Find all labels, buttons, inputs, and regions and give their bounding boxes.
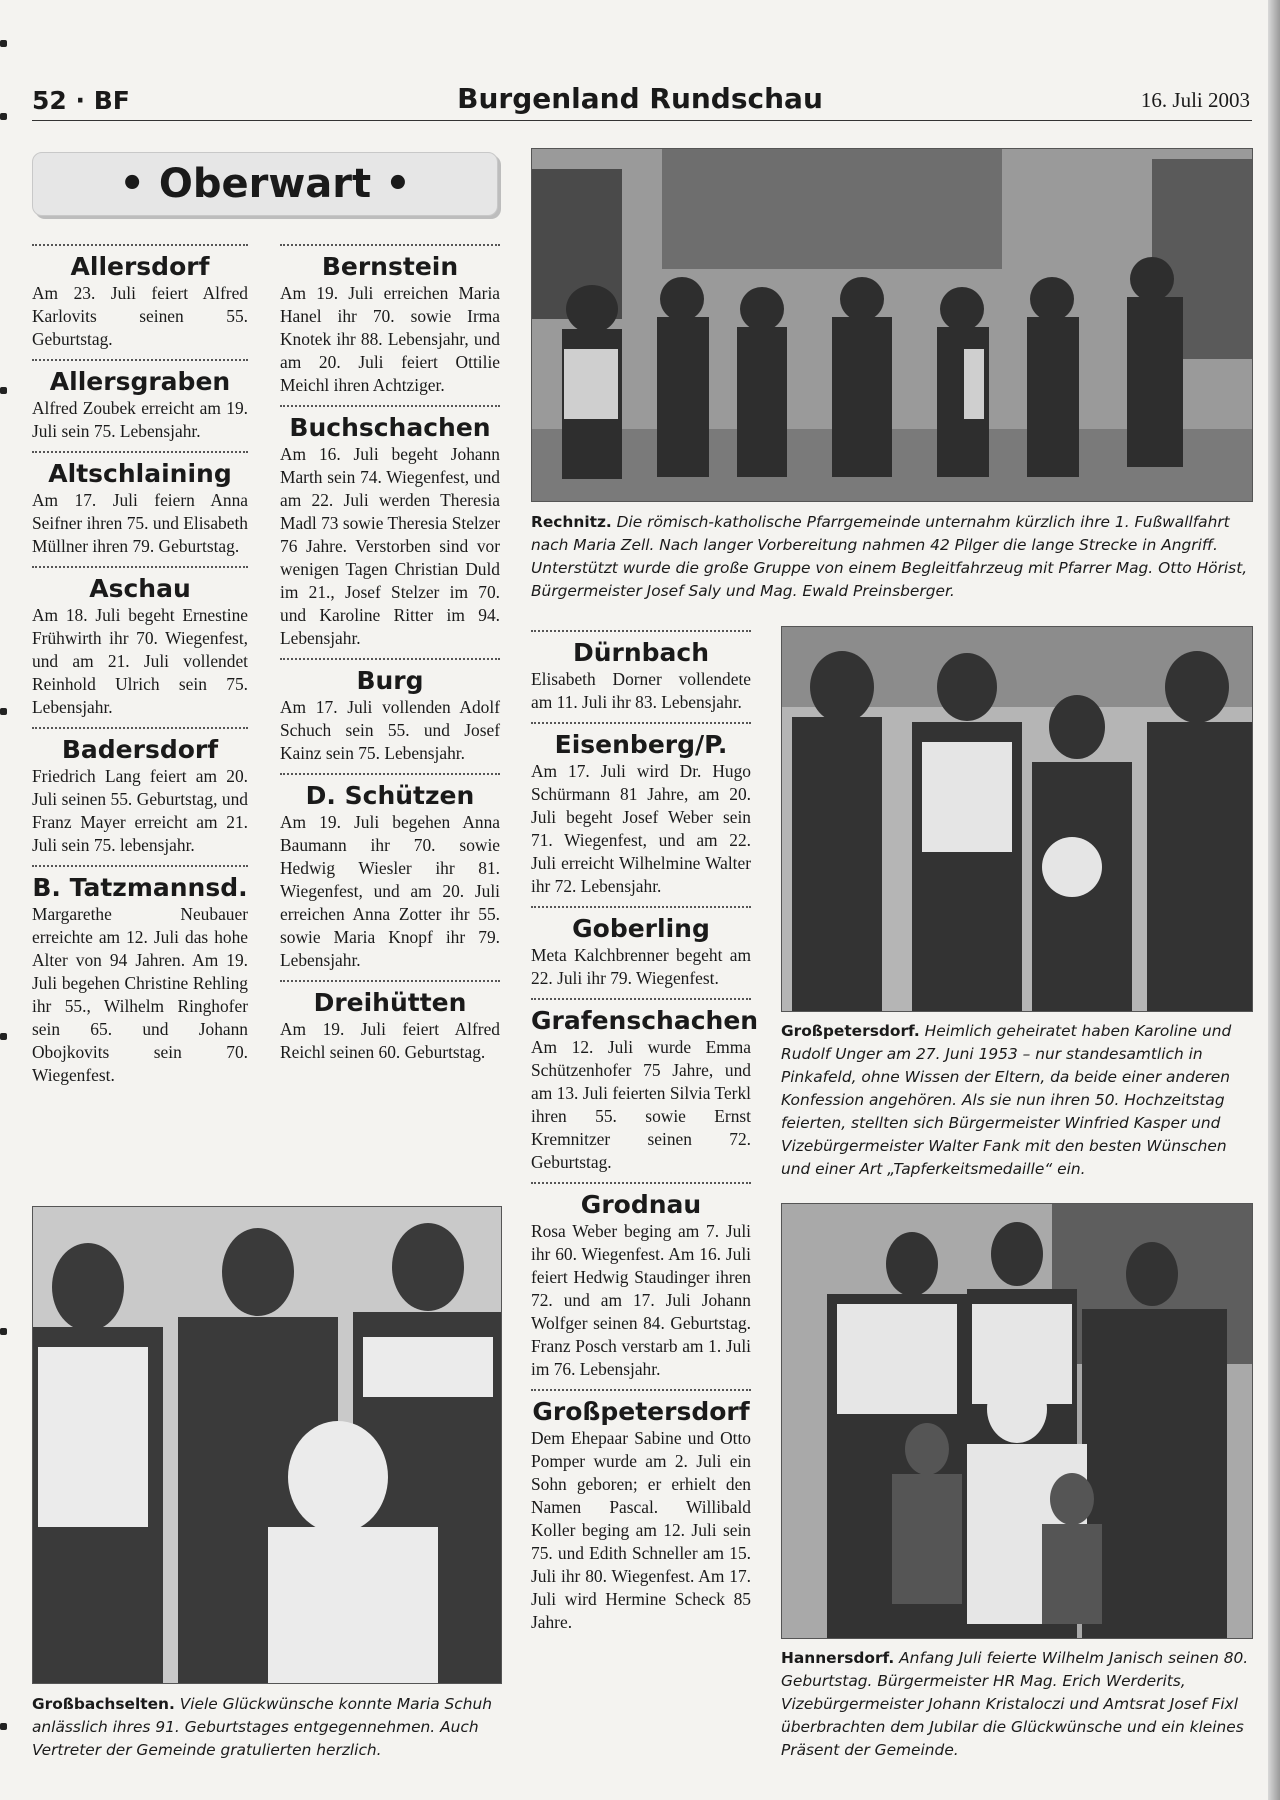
dotted-separator [280,773,500,775]
news-text: Margarethe Neubauer erreichte am 12. Juli das hohe Alter von 94 Jahren. Am 19. Juli begehen Christine Rehling ihr 55., Wilhelm Ringhofer sein 65. und Johann Obojkovits sein 70. Wiegenfest. [32,904,248,1085]
dotted-separator [32,566,248,568]
dotted-separator [531,1182,751,1184]
news-text: Am 17. Juli vollenden Adolf Schuch sein 55. und Josef Kainz sein 75. Lebensjahr. [280,697,500,763]
caption-text: Viele Glückwünsche konnte Maria Schuh anlässlich ihres 91. Geburtstages entgegennehmen. Auch Vertreter der Gemeinde gratulierten herzlich. [32,1695,493,1759]
news-item [531,1182,751,1381]
news-item [32,566,248,719]
issue-date: 16. Juli 2003 [1140,88,1250,112]
binding-mark [0,1723,7,1730]
news-item [280,405,500,650]
dotted-separator [280,244,500,246]
place-heading: B. Tatzmannsd. [32,873,248,902]
photo-grosspetersdorf-couple [781,626,1253,1012]
news-item [280,244,500,397]
place-heading: D. Schützen [305,781,475,810]
caption-text: Die römisch-katholische Pfarrgemeinde unternahm kürzlich ihre 1. Fußwallfahrt nach Maria Zell. Nach langer Vorbereitung nahmen 42 Pilger die lange Strecke in Angriff. Unterstützt wurde die große Gruppe von einem Begleitfahrzeug mit Pfarrer Mag. Otto Hörist, Bürgermeister Josef Saly und Mag. Ewald Preinsberger. [531,513,1248,600]
news-item [32,727,248,857]
news-text: Am 17. Juli wird Dr. Hugo Schürmann 81 Jahre, am 20. Juli begeht Josef Weber sein 71. Wiegenfest, und am 22. Juli erreicht Wilhelmine Walter ihr 72. Lebensjahr. [531,761,751,896]
dotted-separator [280,980,500,982]
caption-place: Rechnitz. [531,513,612,531]
news-text: Am 19. Juli feiert Alfred Reichl seinen 60. Geburtstag. [280,1019,500,1062]
dotted-separator [280,405,500,407]
news-text: Am 19. Juli erreichen Maria Hanel ihr 70. sowie Irma Knotek ihr 88. Lebensjahr, und am 20. Juli feiert Ottilie Meichl ihren Achtziger. [280,283,500,395]
caption-text: Anfang Juli feierte Wilhelm Janisch seinen 80. Geburtstag. Bürgermeister HR Mag. Erich Werderits, Vizebürgermeister Johann Kristaloczi und Amtsrat Josef Fixl überbrachten dem Jubilar die Glückwünsche und ein kleines Präsent der Gemeinde. [781,1649,1249,1759]
caption-place: Großpetersdorf. [781,1022,920,1040]
dotted-separator [280,658,500,660]
news-item [32,451,248,558]
dotted-separator [531,630,751,632]
news-text: Alfred Zoubek erreicht am 19. Juli sein 75. Lebensjahr. [32,398,248,441]
place-heading: Grodnau [580,1190,702,1219]
page-edge-shadow [1268,0,1280,1800]
caption-grosspetersdorf [781,1020,1251,1181]
place-heading: Buchschachen [289,413,491,442]
dotted-separator [531,722,751,724]
news-item [280,658,500,765]
news-item [32,244,248,351]
column-3 [531,630,759,1642]
news-text: Am 17. Juli feiern Anna Seifner ihren 75. und Elisabeth Müllner ihren 79. Geburtstag. [32,490,248,556]
place-heading: Großpetersdorf [532,1397,750,1426]
binding-mark [0,1033,7,1040]
place-heading: Allersgraben [49,367,231,396]
news-item [280,980,500,1064]
header-rule [32,120,1252,121]
news-item [32,359,248,443]
binding-mark [0,708,7,715]
dotted-separator [32,451,248,453]
binding-mark [0,113,7,120]
dotted-separator [531,1389,751,1391]
caption-place: Hannersdorf. [781,1649,895,1667]
place-heading: Burg [356,666,424,695]
section-banner: • Oberwart • [32,152,498,216]
binding-mark [0,40,7,47]
place-heading: Aschau [89,574,191,603]
binding-mark [0,1328,7,1335]
place-heading: Dürnbach [572,638,710,667]
column-2 [280,244,500,1072]
news-text: Friedrich Lang feiert am 20. Juli seinen 55. Geburtstag, und Franz Mayer erreicht am 21. Juli sein 75. lebensjahr. [32,766,248,855]
place-heading: Altschlaining [48,459,232,488]
dotted-separator [32,244,248,246]
news-text: Am 19. Juli begehen Anna Baumann ihr 70. sowie Hedwig Wiesler ihr 81. Wiegenfest, und am 20. Juli erreichen Anna Zotter ihr 55. sowie Maria Knopf ihr 79. Lebensjahr. [280,812,500,970]
news-text: Am 18. Juli begeht Ernestine Frühwirth ihr 70. Wiegenfest, und am 21. Juli vollendet Reinhold Ulrich sein 75. Lebensjahr. [32,605,248,717]
dotted-separator [32,359,248,361]
page-number: 52 · BF [32,86,130,115]
column-1 [32,244,248,1095]
caption-rechnitz [531,511,1251,603]
dotted-separator [32,727,248,729]
photo-grossbachselten [32,1206,502,1684]
news-text: Am 12. Juli wurde Emma Schützenhofer 75 Jahre, und am 13. Juli feierten Silvia Terkl ihren 55. sowie Ernst Kremnitzer seinen 72. Geburtstag. [531,1037,751,1172]
caption-grossbachselten [32,1693,500,1762]
news-item [280,773,500,972]
place-heading: Dreihütten [313,988,467,1017]
news-text: Am 23. Juli feiert Alfred Karlovits seinen 55. Geburtstag. [32,283,248,349]
dotted-separator [531,998,751,1000]
news-text: Elisabeth Dorner vollendete am 11. Juli ihr 83. Lebensjahr. [531,669,751,712]
news-item [531,1389,751,1634]
news-item [531,906,751,990]
news-item [531,998,759,1174]
news-text: Am 16. Juli begeht Johann Marth sein 74. Wiegenfest, und am 22. Juli werden Theresia Madl 73 sowie Theresia Stelzer 76 Jahre. Verstorben sind vor wenigen Tagen Christian Duld im 21., Josef Stelzer im 70. und Karoline Ritter im 94. Lebensjahr. [280,444,500,648]
caption-hannersdorf [781,1647,1251,1762]
photo-rechnitz-pilgrims [531,148,1253,502]
dotted-separator [32,865,248,867]
binding-mark [0,387,7,394]
place-heading: Allersdorf [70,252,210,281]
news-item [531,630,751,714]
news-item [32,865,248,1087]
newspaper-title: Burgenland Rundschau [457,82,823,115]
place-heading: Grafenschachen [531,1006,759,1035]
place-heading: Badersdorf [61,735,219,764]
place-heading: Eisenberg/P. [554,730,728,759]
caption-text: Heimlich geheiratet haben Karoline und Rudolf Unger am 27. Juni 1953 – nur standesamtlich in Pinkafeld, ohne Wissen der Eltern, da beide einer anderen Konfession angehören. Als sie nun ihren 50. Hochzeitstag feierten, stellten sich Bürgermeister Winfried Kasper und Vizebürgermeister Walter Fank mit den besten Wünschen und einer Art „Tapferkeitsmedaille“ ein. [781,1022,1232,1178]
dotted-separator [531,906,751,908]
photo-hannersdorf [781,1203,1253,1639]
place-heading: Goberling [572,914,710,943]
news-text: Rosa Weber beging am 7. Juli ihr 60. Wiegenfest. Am 16. Juli feiert Hedwig Staudinger ihren 72. und am 17. Juli Johann Wolfger seinen 84. Geburtstag. Franz Posch verstarb am 1. Juli im 76. Lebensjahr. [531,1221,751,1379]
caption-place: Großbachselten. [32,1695,175,1713]
place-heading: Bernstein [321,252,459,281]
news-item [531,722,751,898]
news-text: Meta Kalchbrenner begeht am 22. Juli ihr 79. Wiegenfest. [531,945,751,988]
news-text: Dem Ehepaar Sabine und Otto Pomper wurde am 2. Juli ein Sohn geboren; er erhielt den Namen Pascal. Willibald Koller beging am 12. Juli sein 75. und Edith Schneller am 15. Juli ihr 80. Wiegenfest. Am 17. Juli wird Hermine Scheck 85 Jahre. [531,1428,751,1632]
